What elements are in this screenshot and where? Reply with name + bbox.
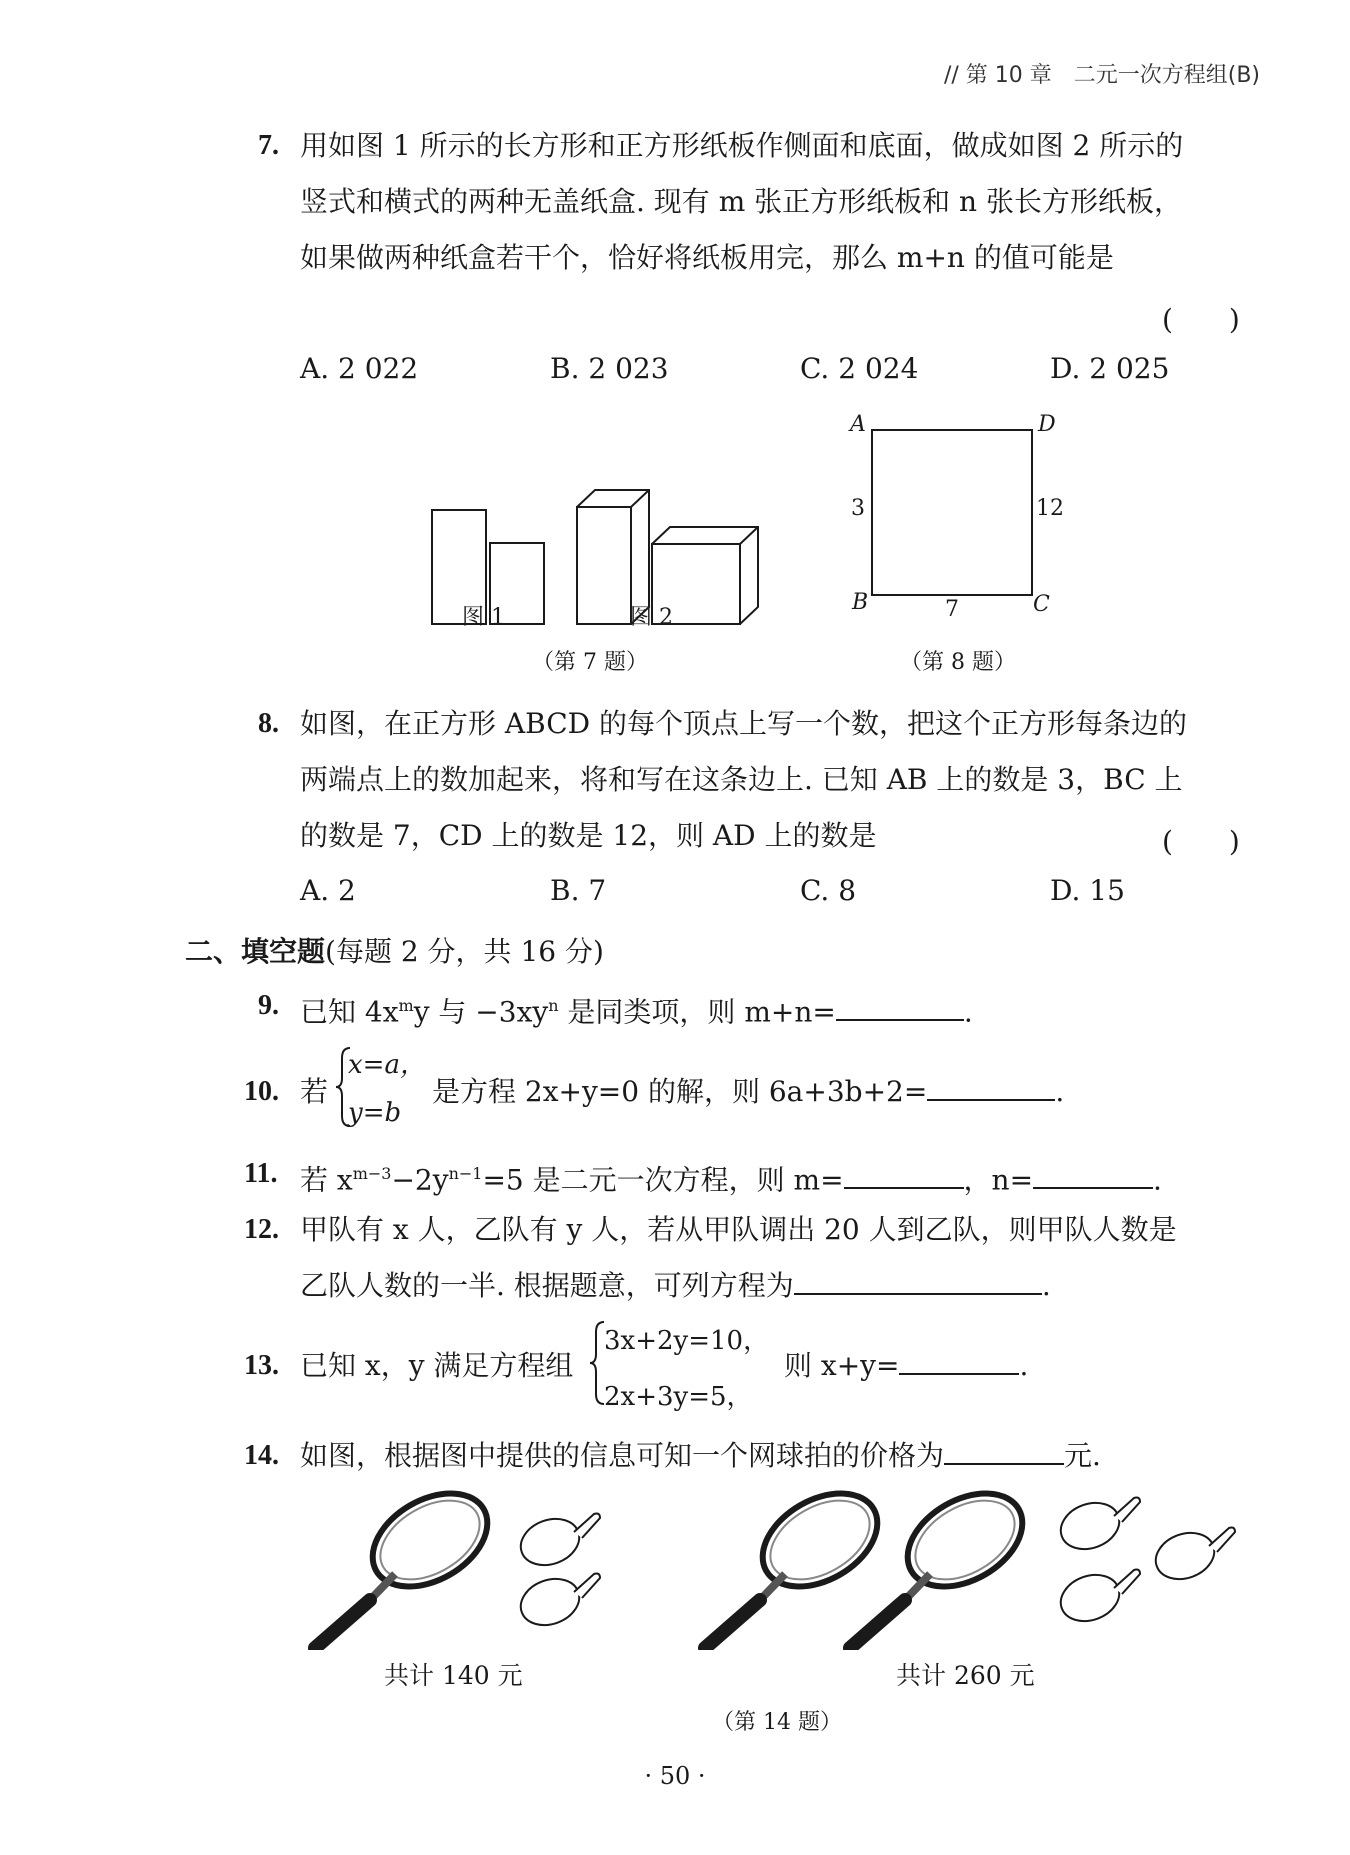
fig8-vertex-d: D [1038,412,1056,437]
fig8-label-ab: 3 [851,496,865,521]
question-7-line1: 用如图 1 所示的长方形和正方形纸板作侧面和底面，做成如图 2 所示的 [300,129,1184,162]
fig8-label-bc: 7 [945,597,959,622]
page-number: · 50 · [644,1762,706,1790]
fig14-right-caption: 共计 260 元 [896,1661,1035,1690]
question-8-option-d: D. 15 [1050,874,1125,907]
question-14-number: 14. [244,1440,279,1471]
question-12-line2 [300,1258,1051,1314]
q13-pre: 已知 x，y 满足方程组 [300,1349,574,1382]
question-9-number: 9. [258,990,279,1021]
question-8-option-c: C. 8 [800,874,857,907]
question-8-line1: 如图，在正方形 ABCD 的每个顶点上写一个数，把这个正方形每条边的 [300,707,1187,740]
question-12-number: 12. [244,1214,279,1245]
question-11-text [300,1146,1162,1208]
question-14-text [300,1428,1101,1484]
question-13-text [784,1338,1028,1394]
q11-m-blank[interactable] [844,1159,964,1189]
q9-mid: y 与 −3xy [413,995,549,1029]
fig14-left-caption: 共计 140 元 [384,1661,523,1690]
question-10-text [432,1064,1064,1120]
q11-sup-2: n−1 [448,1164,483,1183]
q11-end: . [1153,1163,1162,1197]
q13-after: 则 x+y= [784,1349,900,1382]
q11-after: =5 是二元一次方程，则 m= [482,1163,844,1197]
q12-answer-blank[interactable] [794,1265,1042,1295]
q10-pre: 若 [300,1075,329,1108]
q10-end: . [1055,1075,1065,1108]
question-8-line3: 的数是 7，CD 上的数是 12，则 AD 上的数是 [300,819,877,852]
question-7-option-c: C. 2 024 [800,352,919,385]
ping-pong-paddle-icon [1054,1567,1140,1629]
fig7-label-1-text: 图 1 [462,605,505,630]
figure-14 [300,1490,1260,1650]
ping-pong-paddle-icon [514,1511,600,1573]
q10-answer-blank[interactable] [927,1071,1055,1101]
racket-icon [315,1490,504,1648]
question-12-line1: 甲队有 x 人，乙队有 y 人，若从甲队调出 20 人到乙队，则甲队人数是 [300,1213,1177,1246]
section-note: (每题 2 分，共 16 分) [325,935,604,968]
question-8-option-a: A. 2 [300,874,356,907]
question-13-number: 13. [244,1350,279,1381]
ping-pong-paddle-icon [1149,1525,1235,1587]
q9-end: . [963,995,973,1029]
question-9-text [300,978,973,1040]
question-8-answer-paren: ( ) [1162,825,1240,858]
q9-answer-blank[interactable] [836,991,964,1021]
fig14-caption: （第 14 题） [712,1710,842,1735]
fig8-vertex-c: C [1033,592,1050,617]
q12-line2-text: 乙队人数的一半. 根据题意，可列方程为 [300,1269,794,1302]
ping-pong-paddle-icon [1054,1495,1140,1557]
question-7-answer-paren: ( ) [1162,303,1240,336]
question-8-line2: 两端点上的数加起来，将和写在这条边上. 已知 AB 上的数是 3，BC 上 [300,763,1183,796]
question-7-option-b: B. 2 023 [550,352,669,385]
fig8-vertex-b: B [852,590,869,615]
q11-mid2: ，n= [963,1163,1034,1197]
q13-eq1: 3x+2y=10， [604,1326,770,1356]
section-fill-in-title [185,930,604,970]
section-title: 二、填空题 [185,935,326,968]
q13-eq2: 2x+3y=5， [604,1382,753,1412]
fig7-caption: （第 7 题） [532,650,648,675]
q10-eq2: y=b [348,1098,402,1128]
q10-after: 是方程 2x+y=0 的解，则 6a+3b+2= [432,1075,928,1108]
question-7-option-a: A. 2 022 [300,352,419,385]
q11-pre: 若 x [300,1163,353,1197]
racket-icon [705,1490,894,1648]
question-8-number: 8. [258,708,279,739]
question-7-line2: 竖式和横式的两种无盖纸盒. 现有 m 张正方形纸板和 n 张长方形纸板， [300,185,1182,218]
fig7-label-2-text: 图 2 [630,605,673,630]
chapter-header: // 第 10 章 二元一次方程组(B) [943,63,1260,88]
q14-end: 元. [1064,1439,1101,1472]
q13-answer-blank[interactable] [899,1345,1019,1375]
q9-sup-m: m [398,996,414,1015]
question-8-option-b: B. 7 [550,874,607,907]
q9-before: 已知 4x [300,995,399,1029]
q14-answer-blank[interactable] [944,1435,1064,1465]
question-7-line3: 如果做两种纸盒若干个，恰好将纸板用完，那么 m+n 的值可能是 [300,241,1114,274]
question-10-number: 10. [244,1076,279,1107]
fig8-caption: （第 8 题） [900,650,1016,675]
question-11-number: 11. [244,1158,278,1189]
q9-sup-n: n [548,996,559,1015]
question-7-number: 7. [258,130,279,161]
question-7-option-d: D. 2 025 [1050,352,1170,385]
q11-mid: −2y [391,1163,449,1197]
q14-text: 如图，根据图中提供的信息可知一个网球拍的价格为 [300,1439,945,1472]
ping-pong-paddle-icon [514,1571,600,1633]
q11-n-blank[interactable] [1033,1159,1153,1189]
q12-end: . [1041,1269,1051,1302]
q11-sup-1: m−3 [352,1164,392,1183]
q10-eq1: x=a， [348,1050,426,1080]
fig8-label-cd: 12 [1036,496,1064,521]
q13-end: . [1019,1349,1029,1382]
fig8-vertex-a: A [850,412,866,437]
fig8-square [872,430,1032,595]
q9-after: 是同类项，则 m+n= [558,995,836,1029]
